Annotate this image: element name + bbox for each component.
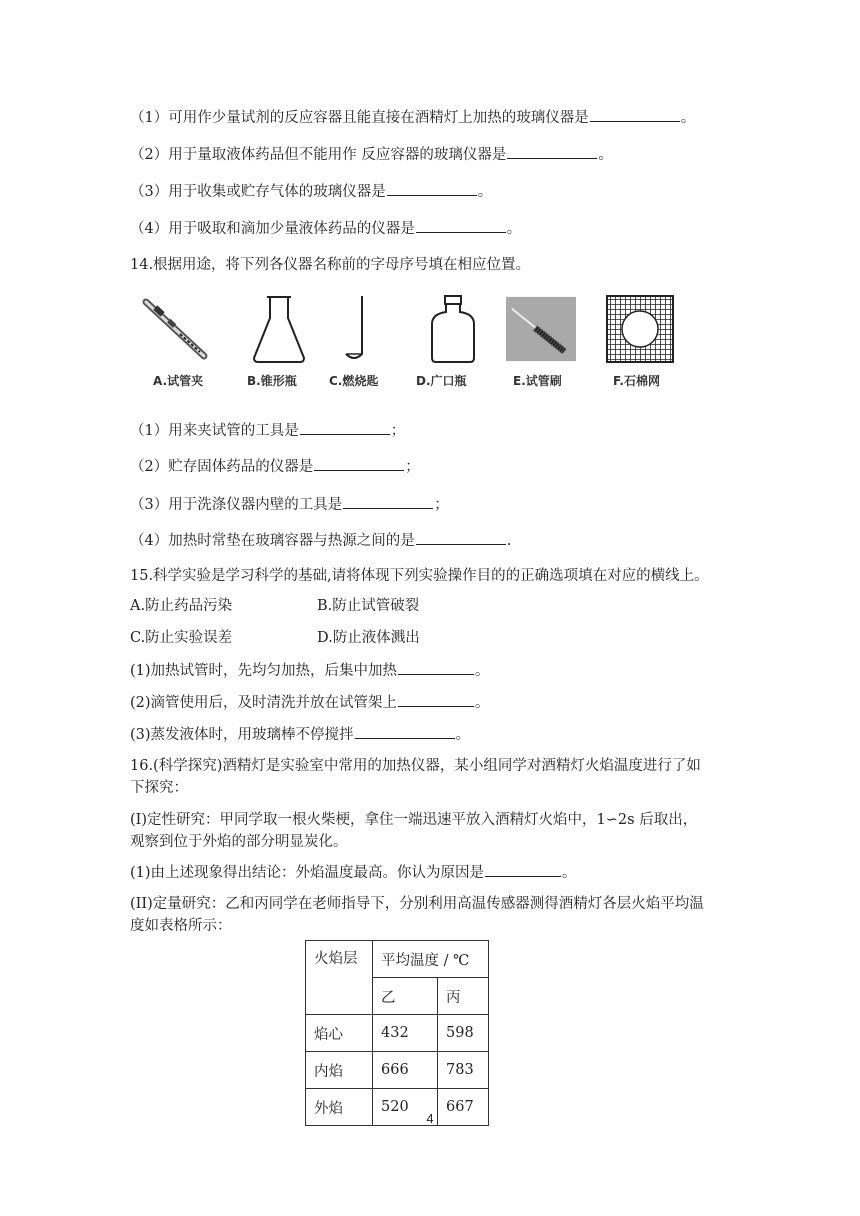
- table-header-temp: 平均温度 / ℃: [373, 941, 489, 978]
- table-cell-bing: 667: [438, 1089, 489, 1126]
- answer-blank[interactable]: [507, 144, 597, 159]
- table-cell-bing: 598: [438, 1015, 489, 1052]
- caption-d: D.广口瓶: [416, 374, 467, 388]
- wide-mouth-bottle-image: [418, 294, 488, 364]
- flame-temperature-table: [305, 940, 489, 1126]
- answer-blank[interactable]: [485, 862, 561, 877]
- asbestos-gauze-image: [605, 294, 675, 364]
- table-cell-bing: 783: [438, 1052, 489, 1089]
- q15-option-c: C.防止实验误差: [130, 630, 233, 646]
- caption-a: A.试管夹: [153, 374, 204, 388]
- caption-b: B.锥形瓶: [247, 374, 297, 388]
- page-number: 4: [426, 1111, 434, 1126]
- table-cell-yi: 666: [373, 1052, 438, 1089]
- table-header-layer: 火焰层: [306, 941, 373, 1015]
- q16-part2-line-2: 度如表格所示：: [130, 918, 232, 934]
- table-cell-layer: 内焰: [306, 1052, 373, 1089]
- q15-item-3: (3)蒸发液体时，用玻璃棒不停搅拌 。: [130, 724, 470, 745]
- q15-option-a: A.防止药品污染: [130, 598, 233, 614]
- q13-item-4: （4）用于吸取和滴加少量液体药品的仪器是 。: [130, 218, 521, 239]
- caption-e: E.试管刷: [513, 374, 562, 388]
- q13-item-3: （3）用于收集或贮存气体的玻璃仪器是 。: [130, 181, 492, 202]
- answer-blank[interactable]: [300, 420, 390, 435]
- q15-stem: 15.科学实验是学习科学的基础,请将体现下列实验操作目的的正确选项填在对应的横线上。: [130, 568, 709, 584]
- table-row: [306, 1015, 489, 1052]
- test-tube-holder-image: [140, 294, 210, 364]
- q15-option-b: B.防止试管破裂: [317, 598, 420, 614]
- test-tube-brush-image: [506, 294, 578, 364]
- conical-flask-image: [244, 294, 314, 364]
- q16-part1-line-1: (I)定性研究：甲同学取一根火柴梗，拿住一端迅速平放入酒精灯火焰中，1∽2s 后取出，: [130, 812, 698, 828]
- q14-stem: 14.根据用途，将下列各仪器名称前的字母序号填在相应位置。: [130, 257, 531, 273]
- table-subheader-bing: 丙: [438, 978, 489, 1015]
- answer-blank[interactable]: [416, 218, 506, 233]
- q16-q1: (1)由上述现象得出结论：外焰温度最高。你认为原因是 。: [130, 862, 577, 883]
- answer-blank[interactable]: [398, 660, 474, 675]
- table-subheader-yi: 乙: [373, 978, 438, 1015]
- q14-item-2: （2）贮存固体药品的仪器是 ；: [130, 456, 420, 477]
- q16-stem-line-2: 下探究：: [130, 780, 188, 796]
- q16-part1-line-2: 观察到位于外焰的部分明显炭化。: [130, 834, 348, 850]
- caption-c: C.燃烧匙: [329, 374, 379, 388]
- q14-item-1: （1）用来夹试管的工具是 ；: [130, 420, 405, 441]
- q15-item-1: (1)加热试管时，先均匀加热，后集中加热 。: [130, 660, 490, 681]
- combustion-spoon-image: [326, 294, 396, 364]
- answer-blank[interactable]: [416, 530, 506, 545]
- q15-item-2: (2)滴管使用后，及时清洗并放在试管架上 。: [130, 692, 490, 713]
- q16-stem-line-1: 16.(科学探究)酒精灯是实验室中常用的加热仪器，某小组同学对酒精灯火焰温度进行了如: [130, 758, 701, 774]
- answer-blank[interactable]: [590, 107, 680, 122]
- q13-item-2: （2）用于量取液体药品但不能用作 反应容器的玻璃仪器是 。: [130, 144, 613, 165]
- table-cell-yi: 432: [373, 1015, 438, 1052]
- q15-option-d: D.防止液体溅出: [317, 630, 420, 646]
- answer-blank[interactable]: [387, 181, 477, 196]
- caption-f: F.石棉网: [613, 374, 660, 388]
- table-row: [306, 1052, 489, 1089]
- table-cell-layer: 焰心: [306, 1015, 373, 1052]
- table-cell-layer: 外焰: [306, 1089, 373, 1126]
- answer-blank[interactable]: [355, 724, 455, 739]
- q16-part2-line-1: (II)定量研究：乙和丙同学在老师指导下，分别利用高温传感器测得酒精灯各层火焰平均温: [130, 896, 704, 912]
- table-cell-yi: 520: [373, 1089, 438, 1126]
- q14-item-3: （3）用于洗涤仪器内壁的工具是 ；: [130, 494, 449, 515]
- q14-item-4: （4）加热时常垫在玻璃容器与热源之间的是 .: [130, 530, 511, 551]
- answer-blank[interactable]: [398, 692, 474, 707]
- q13-item-1: （1）可用作少量试剂的反应容器且能直接在酒精灯上加热的玻璃仪器是 。: [130, 107, 695, 128]
- answer-blank[interactable]: [343, 494, 433, 509]
- answer-blank[interactable]: [314, 456, 404, 471]
